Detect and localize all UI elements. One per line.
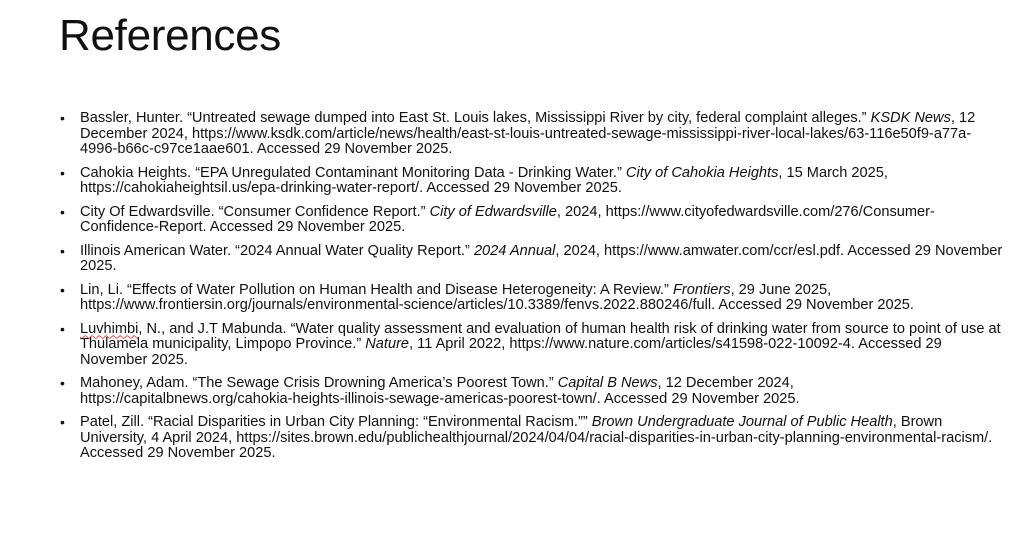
reference-source: City of Cahokia Heights xyxy=(625,164,779,181)
reference-item xyxy=(60,166,1005,197)
reference-item xyxy=(60,283,1005,314)
page-title: References xyxy=(59,11,282,60)
bullet-icon: • xyxy=(60,110,65,126)
reference-details: , 2024, https://www.cityofedwardsville.com/276/Consumer-Confidence-Report. Accessed 29 November 2025. xyxy=(80,203,935,235)
reference-text: Bassler, Hunter. “Untreated sewage dumped into East St. Louis lakes, Mississippi River by city, federal complaint alleges.” xyxy=(80,110,871,126)
bullet-icon: • xyxy=(60,164,65,181)
bullet-icon: • xyxy=(60,375,65,391)
reference-item xyxy=(60,415,1005,462)
bullet-icon: • xyxy=(60,203,65,220)
reference-source: 2024 Annual xyxy=(473,242,556,259)
bullet-icon: • xyxy=(60,414,65,430)
reference-text: City Of Edwardsville. “Consumer Confidence Report.” xyxy=(80,203,430,220)
bullet-icon: • xyxy=(60,320,65,337)
reference-text: , N., and J.T Mabunda. “Water quality assessment and evaluation of human health risk of drinking water from source to point of use at Thulamela municipality, Limpopo Province.” xyxy=(80,320,1001,352)
bullet-icon: • xyxy=(60,242,65,259)
reference-details: , 11 April 2022, https://www.nature.com/articles/s41598-022-10092-4. Accessed 29 November 2025. xyxy=(80,336,942,368)
reference-source: Brown Undergraduate Journal of Public Health xyxy=(591,414,893,430)
reference-item xyxy=(60,322,1005,369)
reference-text: Illinois American Water. “2024 Annual Water Quality Report.” xyxy=(80,242,474,259)
spellcheck-flagged-word[interactable]: Luvhimbi xyxy=(80,320,139,337)
reference-source: Capital B News xyxy=(557,375,658,391)
reference-item xyxy=(60,205,1005,236)
reference-details: , Brown University, 4 April 2024, https://sites.brown.edu/publichealthjournal/2024/04/04/racial-disparities-in-urban-city-planning-environmental-racism/. Accessed 29 November 2025. xyxy=(80,414,993,461)
reference-list xyxy=(60,111,1005,470)
reference-source: City of Edwardsville xyxy=(429,203,557,220)
reference-item xyxy=(60,376,1005,407)
reference-source: Frontiers xyxy=(672,281,731,298)
reference-details: , 12 December 2024, https://www.ksdk.com/article/news/health/east-st-louis-untreated-sewage-mississippi-river-local-lakes/63-116e50f9-a77a-4996-b66c-c97ce1aae601. Accessed 29 November 2025. xyxy=(80,110,976,157)
reference-source: KSDK News xyxy=(870,110,951,126)
reference-details: , 12 December 2024, https://capitalbnews.org/cahokia-heights-illinois-sewage-americas-poorest-town/. Accessed 29 November 2025. xyxy=(80,375,800,407)
reference-text: Cahokia Heights. “EPA Unregulated Contaminant Monitoring Data - Drinking Water.” xyxy=(80,164,626,181)
reference-item xyxy=(60,111,1005,158)
reference-source: Nature xyxy=(365,336,410,352)
reference-text: Lin, Li. “Effects of Water Pollution on Human Health and Disease Heterogeneity: A Review.” xyxy=(80,281,673,298)
reference-details: , 29 June 2025, https://www.frontiersin.org/journals/environmental-science/articles/10.3389/fenvs.2022.880246/full. Accessed 29 November 2025. xyxy=(80,281,914,313)
reference-text: Mahoney, Adam. “The Sewage Crisis Drowning America’s Poorest Town.” xyxy=(80,375,558,391)
reference-details: , 15 March 2025, https://cahokiaheightsil.us/epa-drinking-water-report/. Accessed 29 November 2025. xyxy=(80,164,888,196)
reference-item xyxy=(60,244,1005,275)
reference-details: , 2024, https://www.amwater.com/ccr/esl.pdf. Accessed 29 November 2025. xyxy=(80,242,1003,274)
bullet-icon: • xyxy=(60,281,65,298)
reference-text: Patel, Zill. “Racial Disparities in Urban City Planning: “Environmental Racism.”” xyxy=(80,414,592,430)
